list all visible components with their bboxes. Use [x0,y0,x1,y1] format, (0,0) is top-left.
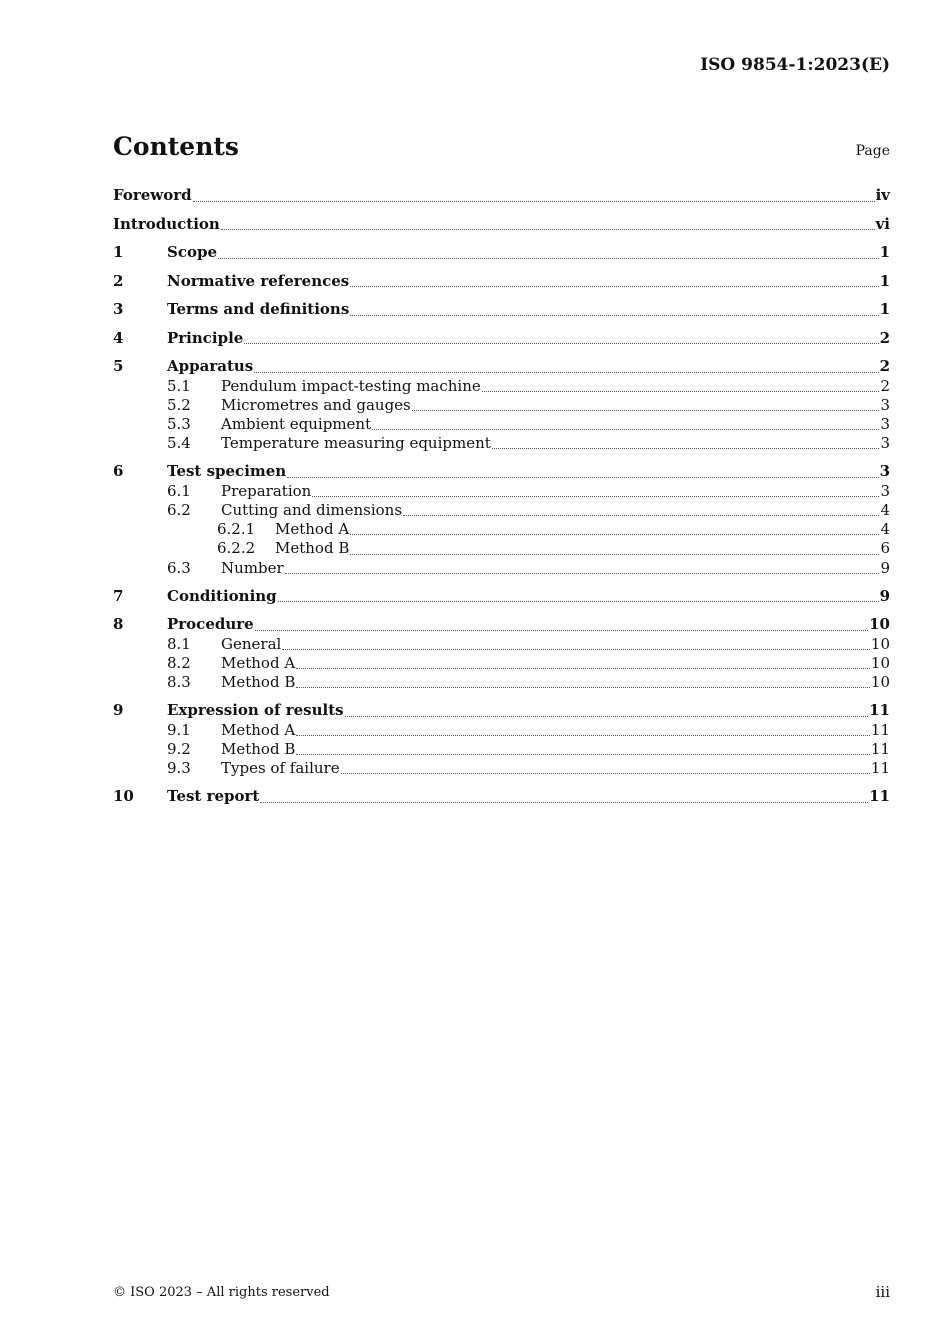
toc-entry-title: Ambient equipment [221,414,372,433]
toc-dot-leader [403,515,879,516]
table-of-contents [113,186,890,807]
page-column-label: Page [855,143,890,159]
toc-entry-number: 1 [113,243,124,261]
toc-entry[interactable] [113,215,890,235]
toc-entry-title: Types of failure [221,759,340,778]
toc-dot-leader [287,477,878,478]
toc-entry-page: 1 [879,271,890,290]
toc-entry[interactable] [113,357,890,377]
toc-entry-page: vi [875,214,890,233]
toc-entry-page: 10 [870,653,890,672]
toc-dot-leader [218,258,879,259]
toc-entry[interactable] [113,186,890,206]
toc-entry-page: 3 [880,481,890,500]
toc-dot-leader [221,229,875,230]
toc-entry-number: 8.3 [167,673,191,692]
toc-entry[interactable] [113,377,890,396]
toc-dot-leader [193,201,875,202]
toc-entry-title: Cutting and dimensions [221,500,403,519]
page-number: iii [875,1283,890,1301]
toc-entry[interactable] [113,462,890,482]
document-identifier: ISO 9854-1:2023(E) [700,55,890,75]
toc-entry-number: 9.2 [167,739,191,758]
toc-entry-page: 10 [870,673,890,692]
toc-entry-page: 3 [880,434,890,453]
toc-entry-title: Pendulum impact-testing machine [221,376,481,395]
toc-dot-leader [350,534,879,535]
toc-entry[interactable] [113,721,890,740]
toc-entry-title: Method A [275,520,350,539]
toc-dot-leader [282,649,870,650]
toc-entry-number: 9 [113,701,124,720]
toc-entry-page: 11 [869,787,890,806]
toc-entry[interactable] [113,740,890,759]
toc-entry-page: 11 [870,720,890,739]
toc-entry-title: Introduction [113,214,220,233]
toc-entry-page: 3 [880,395,890,414]
toc-entry-number: 5.2 [167,395,191,414]
toc-entry-title: Method B [221,673,296,692]
toc-entry-number: 6 [113,462,124,481]
toc-entry[interactable] [113,587,890,607]
toc-entry-title: General [221,634,282,653]
toc-entry-title: Scope [167,243,218,261]
toc-entry-page: 11 [870,759,890,778]
toc-entry[interactable] [113,434,890,453]
toc-entry[interactable] [113,654,890,673]
toc-dot-leader [350,286,878,287]
toc-entry[interactable] [113,300,890,320]
toc-entry[interactable] [113,501,890,520]
toc-dot-leader [278,601,879,602]
toc-dot-leader [260,802,868,803]
toc-entry-page: 11 [870,739,890,758]
toc-entry[interactable] [113,559,890,578]
toc-entry-page: 4 [880,500,890,519]
toc-entry-title: Preparation [221,481,312,500]
toc-dot-leader [372,429,879,430]
toc-entry[interactable] [113,243,890,263]
toc-entry-page: 11 [869,701,890,720]
toc-entry-page: 3 [879,462,890,481]
toc-entry-number: 5.3 [167,414,191,433]
toc-dot-leader [296,687,870,688]
toc-entry-title: Expression of results [167,701,344,720]
toc-entry-title: Apparatus [167,357,254,375]
toc-dot-leader [482,391,880,392]
toc-entry[interactable] [113,272,890,292]
toc-dot-leader [285,573,880,574]
toc-entry-title: Test specimen [167,462,287,481]
toc-entry[interactable] [113,329,890,349]
toc-dot-leader [255,630,868,631]
toc-entry[interactable] [113,635,890,654]
toc-entry-page: 1 [879,243,890,261]
toc-entry-number: 9.1 [167,720,191,739]
toc-entry-number: 4 [113,328,124,347]
toc-dot-leader [312,496,879,497]
toc-entry-title: Method A [221,720,296,739]
toc-dot-leader [345,716,869,717]
toc-dot-leader [244,343,878,344]
toc-entry[interactable] [113,615,890,635]
toc-entry-number: 8 [113,615,124,634]
toc-dot-leader [492,448,880,449]
toc-entry-page: 2 [879,328,890,347]
toc-entry-number: 3 [113,300,124,318]
toc-entry-number: 2 [113,271,124,290]
toc-entry-title: Method B [221,739,296,758]
toc-entry-number: 10 [113,787,134,806]
toc-entry-number: 6.2.2 [217,539,256,558]
toc-entry-page: 2 [879,357,890,375]
toc-dot-leader [341,773,870,774]
toc-entry[interactable] [113,520,890,539]
toc-entry-number: 6.2 [167,500,191,519]
toc-entry-page: 4 [880,520,890,539]
toc-entry-number: 6.2.1 [217,520,256,539]
toc-dot-leader [412,410,880,411]
toc-entry-page: 9 [879,586,890,605]
toc-entry-page: 6 [880,539,890,558]
toc-entry[interactable] [113,415,890,434]
toc-entry-number: 8.2 [167,653,191,672]
toc-entry-page: 10 [870,634,890,653]
toc-entry-page: 1 [879,300,890,318]
toc-entry-title: Test report [167,787,260,806]
toc-entry[interactable] [113,482,890,501]
toc-entry-number: 6.1 [167,481,191,500]
toc-entry-number: 7 [113,586,124,605]
toc-entry-number: 5.4 [167,434,191,453]
toc-entry-number: 5 [113,357,124,375]
toc-entry-number: 5.1 [167,376,191,395]
toc-entry-page: 2 [880,376,890,395]
toc-entry-title: Number [221,558,284,577]
toc-entry[interactable] [113,396,890,415]
toc-entry-title: Foreword [113,186,192,204]
toc-entry[interactable] [113,787,890,807]
toc-entry-title: Terms and definitions [167,300,350,318]
toc-entry-title: Method A [221,653,296,672]
toc-dot-leader [296,668,870,669]
toc-entry-title: Micrometres and gauges [221,395,411,414]
toc-entry-page: 3 [880,414,890,433]
toc-entry-number: 9.3 [167,759,191,778]
toc-entry-title: Conditioning [167,586,277,605]
toc-entry-title: Principle [167,328,244,347]
toc-entry[interactable] [113,759,890,778]
toc-entry-title: Procedure [167,615,254,634]
toc-entry-title: Normative references [167,271,350,290]
toc-entry-number: 6.3 [167,558,191,577]
toc-entry-number: 8.1 [167,634,191,653]
toc-dot-leader [254,372,878,373]
toc-entry[interactable] [113,539,890,558]
toc-dot-leader [296,754,870,755]
toc-entry[interactable] [113,701,890,721]
toc-dot-leader [296,735,870,736]
toc-entry-title: Method B [275,539,350,558]
toc-entry-page: 9 [880,558,890,577]
toc-entry[interactable] [113,673,890,692]
toc-entry-page: iv [875,186,890,204]
contents-heading: Contents [113,132,240,161]
toc-entry-title: Temperature measuring equipment [221,434,491,453]
toc-entry-page: 10 [869,615,890,634]
toc-dot-leader [350,315,878,316]
toc-dot-leader [350,554,879,555]
copyright-notice: © ISO 2023 – All rights reserved [113,1285,330,1300]
